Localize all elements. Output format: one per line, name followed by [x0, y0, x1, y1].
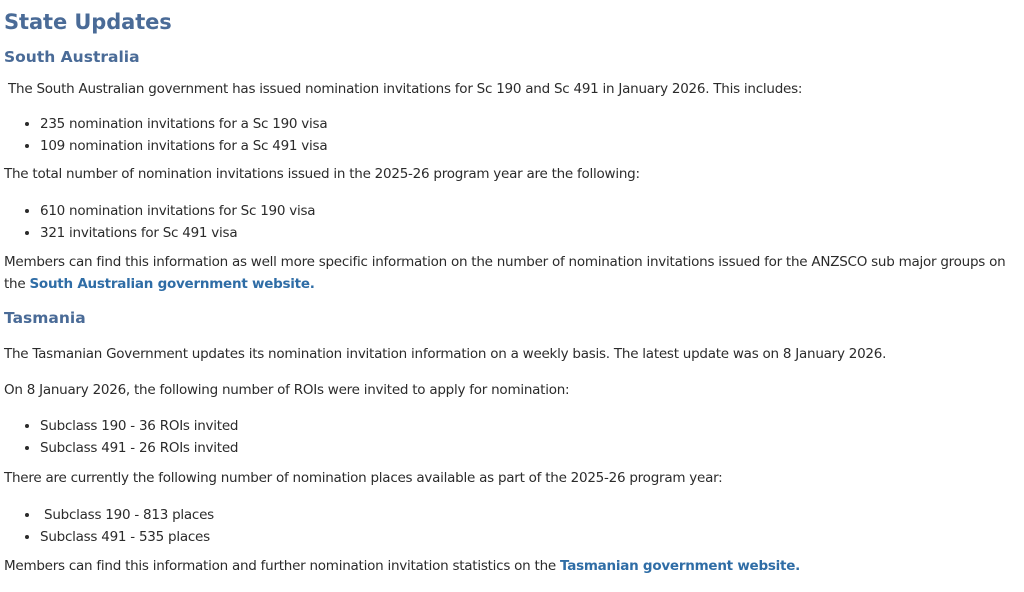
south-australia-website-link[interactable]: South Australian government website.	[29, 276, 315, 292]
tasmania-places-list	[4, 504, 1020, 548]
south-australia-members-text: Members can find this information as well more specific information on the number of nomination invitations issued for the ANZSCO sub major groups on the	[4, 254, 1006, 292]
list-item: • Subclass 190 - 813 places	[40, 504, 1020, 526]
south-australia-section	[4, 46, 1020, 295]
page-title: State Updates	[4, 10, 172, 34]
south-australia-january-list	[4, 113, 1020, 157]
tasmania-members-note	[4, 555, 1020, 577]
south-australia-heading: South Australia	[4, 48, 140, 66]
tasmania-weekly-update-text: The Tasmanian Government updates its nomination invitation information on a weekly basis. The latest update was on 8 January 2026.	[4, 346, 887, 362]
south-australia-intro: The South Australian government has issued nomination invitations for Sc 190 and Sc 491 in January 2026. This includes:	[4, 81, 803, 97]
list-item: • Subclass 491 - 26 ROIs invited	[40, 437, 1020, 459]
list-item: • Subclass 190 - 36 ROIs invited	[40, 415, 1020, 437]
list-item: • 109 nomination invitations for a Sc 491 visa	[40, 135, 1020, 157]
tasmania-places-intro: There are currently the following number of nomination places available as part of the 2025-26 program year:	[4, 470, 723, 486]
list-item: • 235 nomination invitations for a Sc 190 visa	[40, 113, 1020, 135]
list-item: • 610 nomination invitations for Sc 190 visa	[40, 200, 1020, 222]
tasmania-section	[4, 307, 1020, 577]
list-item: • 321 invitations for Sc 491 visa	[40, 222, 1020, 244]
tasmania-members-text: Members can find this information and further nomination invitation statistics on the	[4, 558, 560, 574]
tasmania-heading: Tasmania	[4, 309, 86, 327]
tasmania-rois-list	[4, 415, 1020, 459]
tasmania-rois-intro: On 8 January 2026, the following number of ROIs were invited to apply for nomination:	[4, 382, 570, 398]
south-australia-total-list	[4, 200, 1020, 244]
tasmania-website-link[interactable]: Tasmanian government website.	[559, 558, 801, 574]
south-australia-total-intro: The total number of nomination invitations issued in the 2025-26 program year are the following:	[4, 166, 640, 182]
south-australia-members-note	[4, 251, 1020, 295]
list-item: • Subclass 491 - 535 places	[40, 526, 1020, 548]
